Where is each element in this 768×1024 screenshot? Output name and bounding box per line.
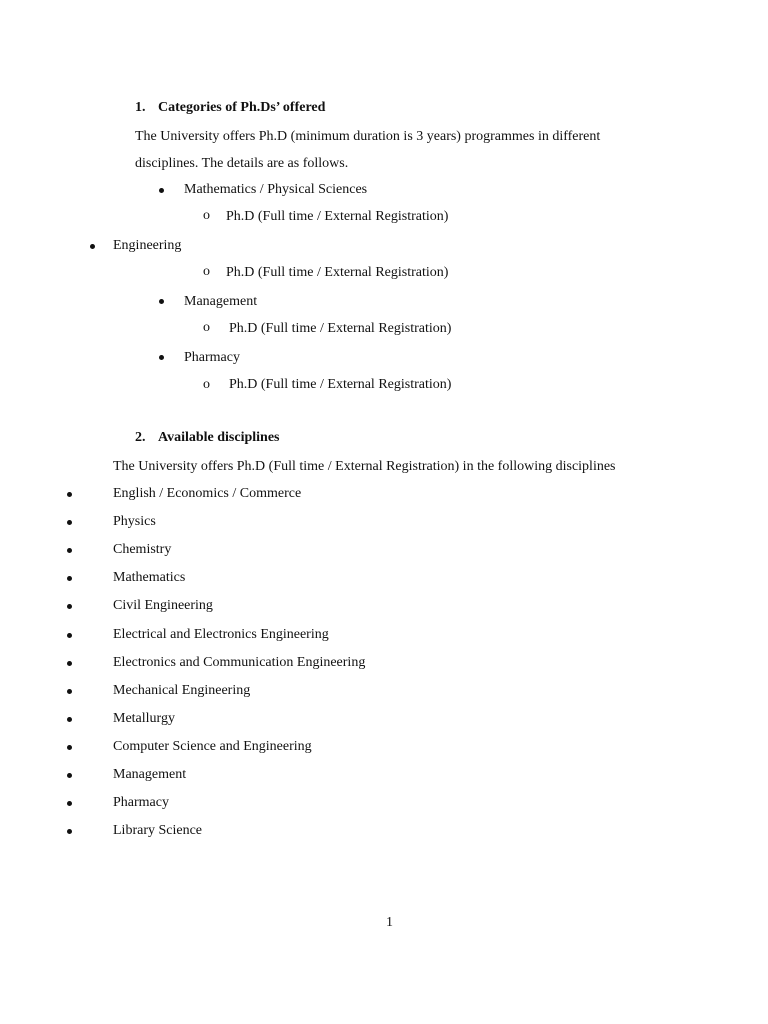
bullet-icon xyxy=(67,548,72,553)
bullet-icon xyxy=(67,689,72,694)
bullet-icon xyxy=(67,717,72,722)
discipline-item: Civil Engineering xyxy=(113,598,213,613)
category-item-pharmacy: Pharmacy xyxy=(184,350,240,365)
discipline-item: Physics xyxy=(113,514,156,529)
bullet-icon xyxy=(67,520,72,525)
bullet-icon xyxy=(67,745,72,750)
category-item-mathematics: Mathematics / Physical Sciences xyxy=(184,182,368,197)
bullet-icon xyxy=(67,604,72,609)
section2-heading: Available disciplines xyxy=(158,430,280,445)
discipline-item: Chemistry xyxy=(113,542,172,557)
discipline-item: Mathematics xyxy=(113,570,186,585)
circle-marker-icon: o xyxy=(203,264,210,279)
page-number: 1 xyxy=(386,915,393,930)
bullet-icon xyxy=(67,773,72,778)
discipline-item: Library Science xyxy=(113,823,203,838)
section2-number: 2. xyxy=(135,430,146,445)
section1-intro-line2: disciplines. The details are as follows. xyxy=(135,156,349,171)
discipline-item: Mechanical Engineering xyxy=(113,683,251,698)
bullet-icon xyxy=(67,829,72,834)
bullet-icon xyxy=(67,492,72,497)
category-sub-mathematics: Ph.D (Full time / External Registration) xyxy=(226,209,449,224)
bullet-icon xyxy=(67,576,72,581)
section1-heading: Categories of Ph.Ds’ offered xyxy=(158,100,326,115)
category-sub-management: Ph.D (Full time / External Registration) xyxy=(229,321,452,336)
bullet-icon xyxy=(67,801,72,806)
circle-marker-icon: o xyxy=(203,208,210,223)
discipline-item: English / Economics / Commerce xyxy=(113,486,302,501)
discipline-item: Pharmacy xyxy=(113,795,169,810)
category-sub-pharmacy: Ph.D (Full time / External Registration) xyxy=(229,377,452,392)
discipline-item: Metallurgy xyxy=(113,711,175,726)
section1-intro-line1: The University offers Ph.D (minimum duration is 3 years) programmes in different xyxy=(135,129,601,144)
discipline-item: Electrical and Electronics Engineering xyxy=(113,627,329,642)
bullet-icon xyxy=(67,661,72,666)
discipline-item: Electronics and Communication Engineering xyxy=(113,655,366,670)
section1-number: 1. xyxy=(135,100,146,115)
category-sub-engineering: Ph.D (Full time / External Registration) xyxy=(226,265,449,280)
bullet-icon xyxy=(90,244,95,249)
circle-marker-icon: o xyxy=(203,320,210,335)
discipline-item: Management xyxy=(113,767,187,782)
bullet-icon xyxy=(159,299,164,304)
category-item-management: Management xyxy=(184,294,258,309)
bullet-icon xyxy=(159,188,164,193)
section2-intro: The University offers Ph.D (Full time / External Registration) in the following disciplines xyxy=(113,459,616,474)
category-item-engineering: Engineering xyxy=(113,238,182,253)
bullet-icon xyxy=(159,355,164,360)
bullet-icon xyxy=(67,633,72,638)
circle-marker-icon: o xyxy=(203,377,210,392)
discipline-item: Computer Science and Engineering xyxy=(113,739,312,754)
